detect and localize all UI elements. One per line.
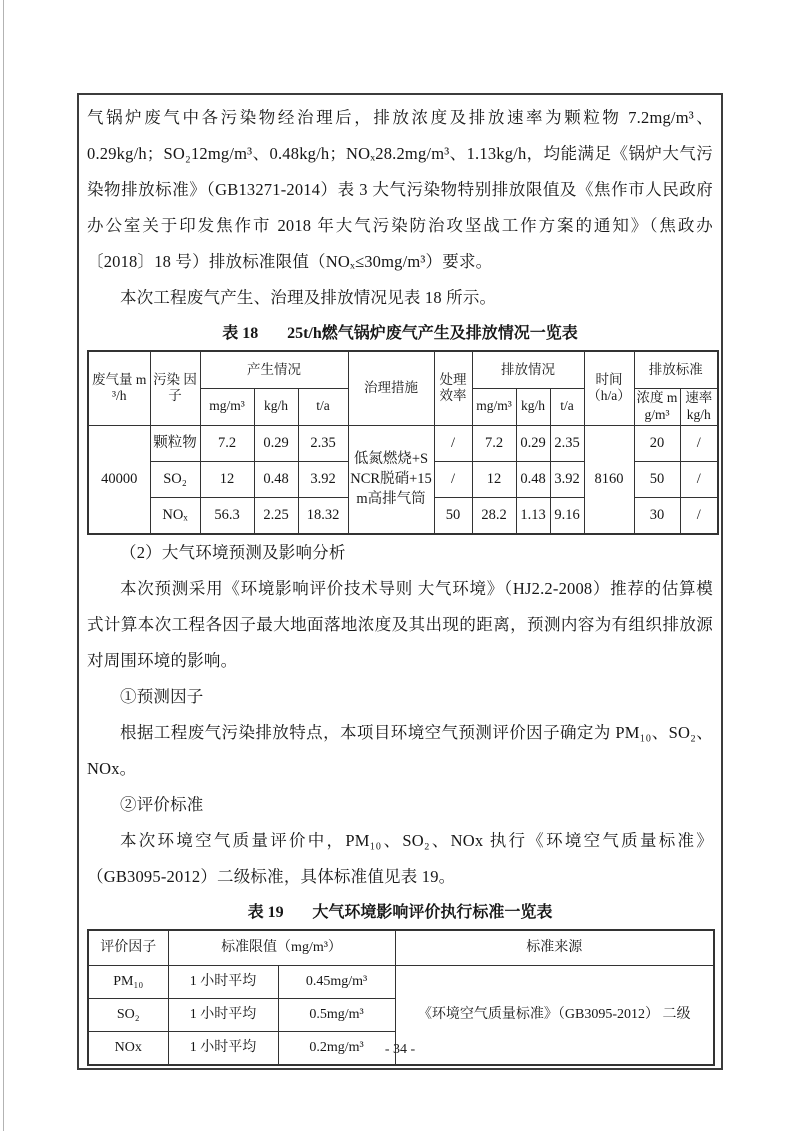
paragraph-evaluation-standard: 本次环境空气质量评价中，PM₁₀、SO₂、NOx 执行《环境空气质量标准》（GB3095-2012）二级标准，具体标准值见表 19。 (87, 830, 713, 886)
paragraph-prediction-method: 本次预测采用《环境影响评价技术导则 大气环境》（HJ2.2-2008）推荐的估算模式计算本次工程各因子最大地面落地浓度及其出现的距离，预测内容为有组织排放源对周围环境的影响。 (87, 578, 713, 670)
t18-cell-std-rate: / (680, 497, 718, 534)
t18-header-emi-unit-ta: t/a (550, 389, 584, 426)
t18-cell-efficiency: 50 (434, 497, 472, 534)
t18-cell-time: 8160 (584, 425, 634, 534)
t18-cell-efficiency: / (434, 425, 472, 461)
t18-cell-gen-kgh: 0.48 (254, 461, 298, 497)
t18-header-std-rate: 速率 kg/h (680, 389, 718, 426)
t18-cell-gen-ta: 2.35 (298, 425, 348, 461)
table18-title-text: 25t/h燃气锅炉废气产生及排放情况一览表 (287, 325, 578, 342)
page-content-frame (77, 93, 723, 1070)
table19-title-text: 大气环境影响评价执行标准一览表 (312, 903, 553, 921)
t18-cell-emi-mgm3: 7.2 (472, 425, 516, 461)
table18-title (87, 323, 713, 345)
t18-cell-emi-kgh: 1.13 (516, 497, 550, 534)
t18-cell-std-conc: 30 (634, 497, 680, 534)
t18-cell-gen-mgm3: 7.2 (200, 425, 254, 461)
t18-header-emi-unit-kgh: kg/h (516, 389, 550, 426)
t18-header-gen-unit-mgm3: mg/m³ (200, 389, 254, 426)
paragraph-table18-reference: 本次工程废气产生、治理及排放情况见表 18 所示。 (120, 288, 497, 307)
t18-header-standard: 排放标准 (634, 351, 718, 389)
paragraph-item1-heading: ①预测因子 (120, 686, 204, 706)
t18-cell-gen-ta: 18.32 (298, 497, 348, 534)
t19-cell-value: 0.2mg/m³ (278, 1031, 395, 1065)
t18-header-std-concentration: 浓度 mg/m³ (634, 389, 680, 426)
t18-cell-std-rate: / (680, 425, 718, 461)
t18-cell-emi-mgm3: 12 (472, 461, 516, 497)
table18-title-label: 表 18 (222, 325, 259, 342)
t19-cell-factor: SO₂ (88, 998, 168, 1031)
t18-cell-gen-mgm3: 12 (200, 461, 254, 497)
t19-row-pm10 (88, 965, 714, 998)
t18-cell-pollutant: 颗粒物 (150, 425, 200, 461)
t18-header-emission: 排放情况 (472, 351, 584, 389)
t19-header-source: 标准来源 (395, 930, 714, 966)
paragraph-item2-heading: ②评价标准 (120, 794, 204, 814)
t18-header-treatment: 治理措施 (348, 351, 434, 425)
t18-header-gen-unit-kgh: kg/h (254, 389, 298, 426)
t18-header-generation: 产生情况 (200, 351, 348, 389)
t18-cell-waste-gas-volume: 40000 (88, 425, 150, 534)
paragraph-section-2-heading: （2）大气环境预测及影响分析 (120, 542, 346, 562)
t18-cell-emi-ta: 9.16 (550, 497, 584, 534)
t19-cell-factor: PM₁₀ (88, 965, 168, 998)
t18-cell-std-conc: 50 (634, 461, 680, 497)
t18-header-emi-unit-mgm3: mg/m³ (472, 389, 516, 426)
page-number: - 34 - (384, 1042, 416, 1057)
t18-cell-emi-kgh: 0.48 (516, 461, 550, 497)
t18-header-efficiency: 处理 效率 (434, 351, 472, 425)
table19-title-label: 表 19 (247, 903, 284, 921)
scan-artifact-line (3, 0, 4, 1131)
t18-row-particulate (88, 425, 718, 461)
t18-header-time: 时间 （h/a） (584, 351, 634, 425)
t18-cell-std-conc: 20 (634, 425, 680, 461)
t18-cell-treatment: 低氮燃烧+SNCR脱硝+15m高排气筒 (348, 425, 434, 534)
paragraph-prediction-factors: 根据工程废气污染排放特点，本项目环境空气预测评价因子确定为 PM₁₀、SO₂、NOx。 (87, 722, 713, 778)
t18-cell-efficiency: / (434, 461, 472, 497)
t19-cell-period: 1 小时平均 (168, 1031, 278, 1065)
t18-cell-pollutant: SO₂ (150, 461, 200, 497)
t18-header-pollutant: 污染 因子 (150, 351, 200, 425)
t19-cell-value: 0.45mg/m³ (278, 965, 395, 998)
t19-cell-period: 1 小时平均 (168, 965, 278, 998)
t18-cell-pollutant: NOₓ (150, 497, 200, 534)
t19-cell-value: 0.5mg/m³ (278, 998, 395, 1031)
t18-cell-gen-kgh: 0.29 (254, 425, 298, 461)
t18-cell-emi-mgm3: 28.2 (472, 497, 516, 534)
t19-cell-period: 1 小时平均 (168, 998, 278, 1031)
table-18-boiler-emissions (87, 350, 719, 535)
t18-header-waste-gas-volume: 废气量 m³/h (88, 351, 150, 425)
t18-cell-gen-ta: 3.92 (298, 461, 348, 497)
t19-header-factor: 评价因子 (88, 930, 168, 966)
t19-cell-factor: NOx (88, 1031, 168, 1065)
table19-title (87, 902, 713, 924)
t18-cell-gen-kgh: 2.25 (254, 497, 298, 534)
t18-cell-emi-ta: 2.35 (550, 425, 584, 461)
t19-cell-source: 《环境空气质量标准》（GB3095-2012） 二级 (395, 965, 714, 1065)
t19-header-limit: 标准限值（mg/m³） (168, 930, 395, 966)
t18-cell-emi-ta: 3.92 (550, 461, 584, 497)
t18-cell-std-rate: / (680, 461, 718, 497)
t18-cell-gen-mgm3: 56.3 (200, 497, 254, 534)
paragraph-emission-summary: 气锅炉废气中各污染物经治理后，排放浓度及排放速率为颗粒物 7.2mg/m³、0.29kg/h；SO₂12mg/m³、0.48kg/h；NOₓ28.2mg/m³、1.13kg/h，均能满足《锅炉大气污染物排放标准》（GB13271-2014）表 3 大气污染物特别排放限值及《焦作市人民政府办公室关于印发焦作市 2018 年大气污染防治攻坚战工作方案的通知》（焦政办〔2018〕18 号）排放标准限值（NOₓ≤30mg/m³）要求。 (87, 108, 713, 271)
t18-header-gen-unit-ta: t/a (298, 389, 348, 426)
t18-cell-emi-kgh: 0.29 (516, 425, 550, 461)
